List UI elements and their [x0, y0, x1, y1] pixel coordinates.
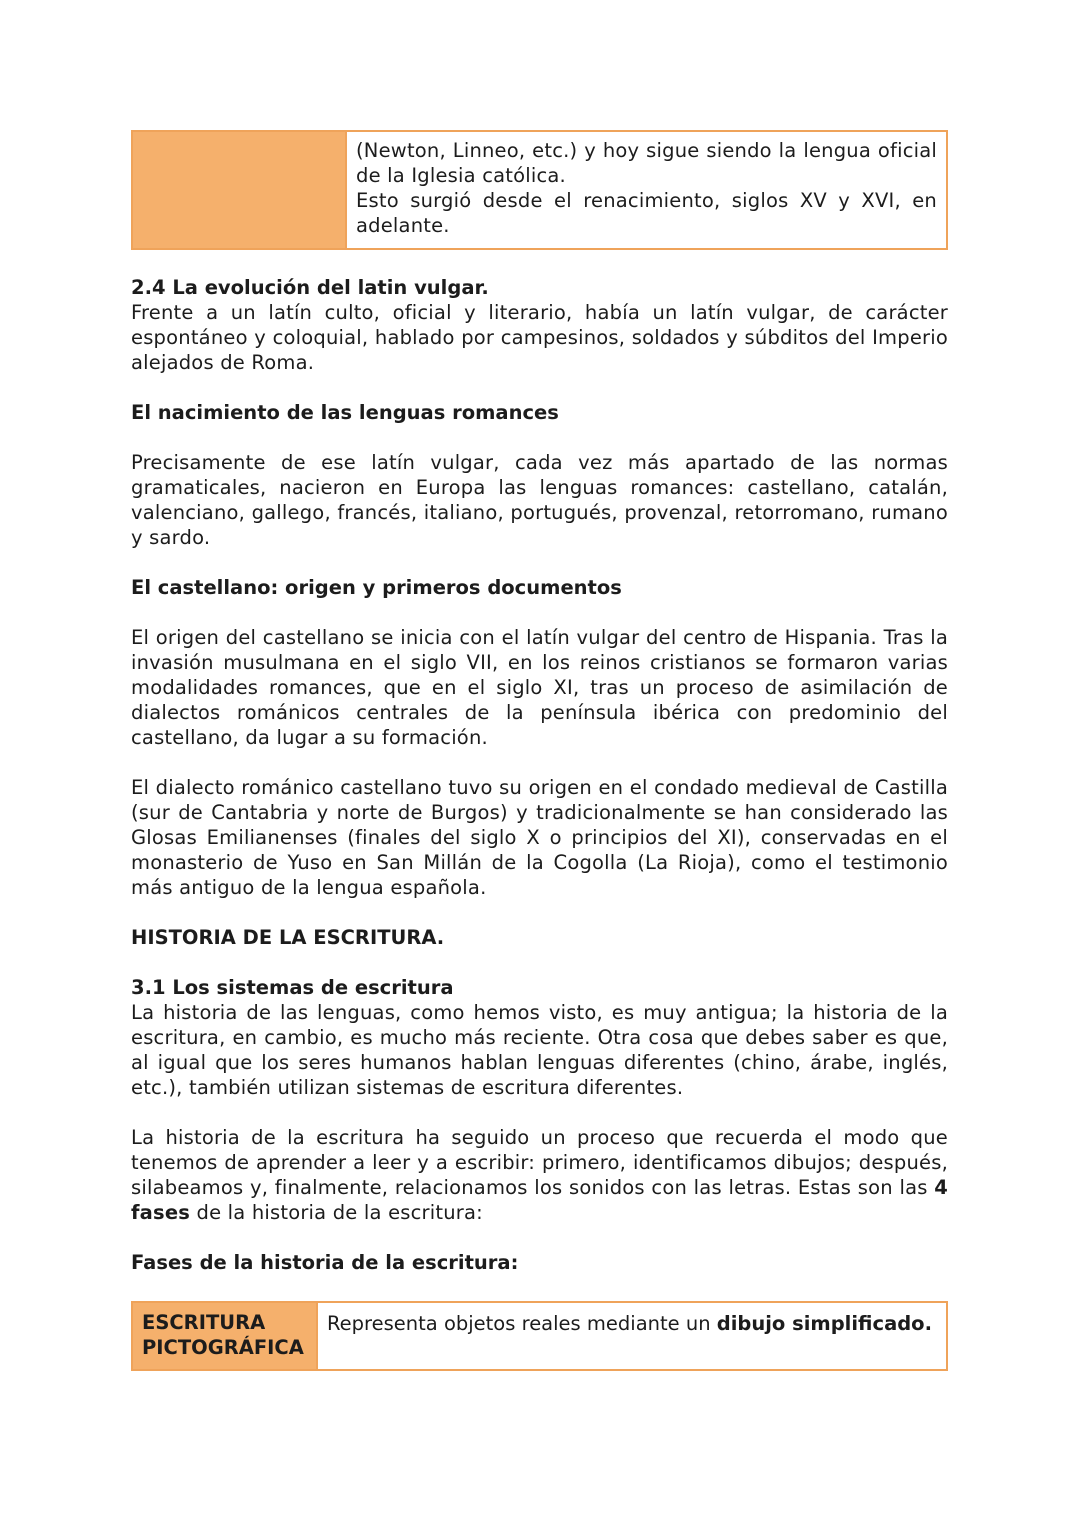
top-table-line-1: (Newton, Linneo, etc.) y hoy sigue siendo la lengua oficial de la Iglesia católica. [356, 139, 937, 187]
section-2-4-paragraph: Frente a un latín culto, oficial y literario, había un latín vulgar, de carácter espontáneo y coloquial, hablado por campesinos, soldados y súbditos del Imperio alejados de Roma. [131, 301, 948, 374]
fases-heading: Fases de la historia de la escritura: [131, 1251, 519, 1274]
historia-paragraph-2-start: La historia de la escritura ha seguido un proceso que recuerda el modo que tenemos de aprender a leer y a escribir: primero, identificamos dibujos; después, silabeamos y, finalmente, relacionamos los sonidos con las letras. Estas son las [131, 1126, 948, 1199]
romances-heading: El nacimiento de las lenguas romances [131, 401, 559, 424]
top-table-line-2: Esto surgió desde el renacimiento, siglos XV y XVI, en adelante. [356, 189, 937, 237]
castellano-paragraph-1: El origen del castellano se inicia con el latín vulgar del centro de Hispania. Tras la invasión musulmana en el siglo VII, en los reinos cristianos se formaron varias modalidades romances, que en el siglo XI, tras un proceso de asimilación de dialectos románicos centrales de la península ibérica con predominio del castellano, da lugar a su formación. [131, 626, 948, 749]
historia-paragraph-2 [131, 1125, 948, 1225]
fases-row-1-bold: dibujo simplificado. [716, 1312, 932, 1335]
castellano-paragraph-2: El dialecto románico castellano tuvo su origen en el condado medieval de Castilla (sur de Cantabria y norte de Burgos) y tradicionalmente se han considerado las Glosas Emilianenses (finales del siglo X o principios del XI), conservadas en el monasterio de Yuso en San Millán de la Cogolla (La Rioja), como el testimonio más antiguo de la lengua española. [131, 776, 948, 899]
top-table [131, 130, 948, 250]
historia-paragraph-2-end: de la historia de la escritura: [190, 1201, 483, 1224]
top-table-label-cell [133, 132, 347, 248]
section-2-4-heading: 2.4 La evolución del latin vulgar. [131, 276, 489, 299]
fases-label-line-1: ESCRITURA [142, 1311, 266, 1334]
historia-paragraph-2-bold: 4 fases [131, 1176, 948, 1224]
fases-table [131, 1301, 948, 1371]
castellano-heading: El castellano: origen y primeros documentos [131, 576, 622, 599]
fases-label-line-2: PICTOGRÁFICA [142, 1336, 304, 1359]
fases-table-text-cell [318, 1303, 946, 1369]
historia-heading: HISTORIA DE LA ESCRITURA. [131, 926, 445, 949]
sistemas-heading: 3.1 Los sistemas de escritura [131, 976, 454, 999]
fases-table-label-cell [133, 1303, 318, 1369]
page-content [131, 130, 948, 1371]
historia-paragraph-1: La historia de las lenguas, como hemos visto, es muy antigua; la historia de la escritura, en cambio, es mucho más reciente. Otra cosa que debes saber es que, al igual que los seres humanos hablan lenguas diferentes (chino, árabe, inglés, etc.), también utilizan sistemas de escritura diferentes. [131, 1001, 948, 1099]
fases-row-1-text: Representa objetos reales mediante un [327, 1312, 717, 1335]
romances-paragraph: Precisamente de ese latín vulgar, cada vez más apartado de las normas gramaticales, nacieron en Europa las lenguas romances: castellano, catalán, valenciano, gallego, francés, italiano, portugués, provenzal, retorromano, rumano y sardo. [131, 451, 948, 549]
top-table-text-cell [347, 132, 946, 248]
